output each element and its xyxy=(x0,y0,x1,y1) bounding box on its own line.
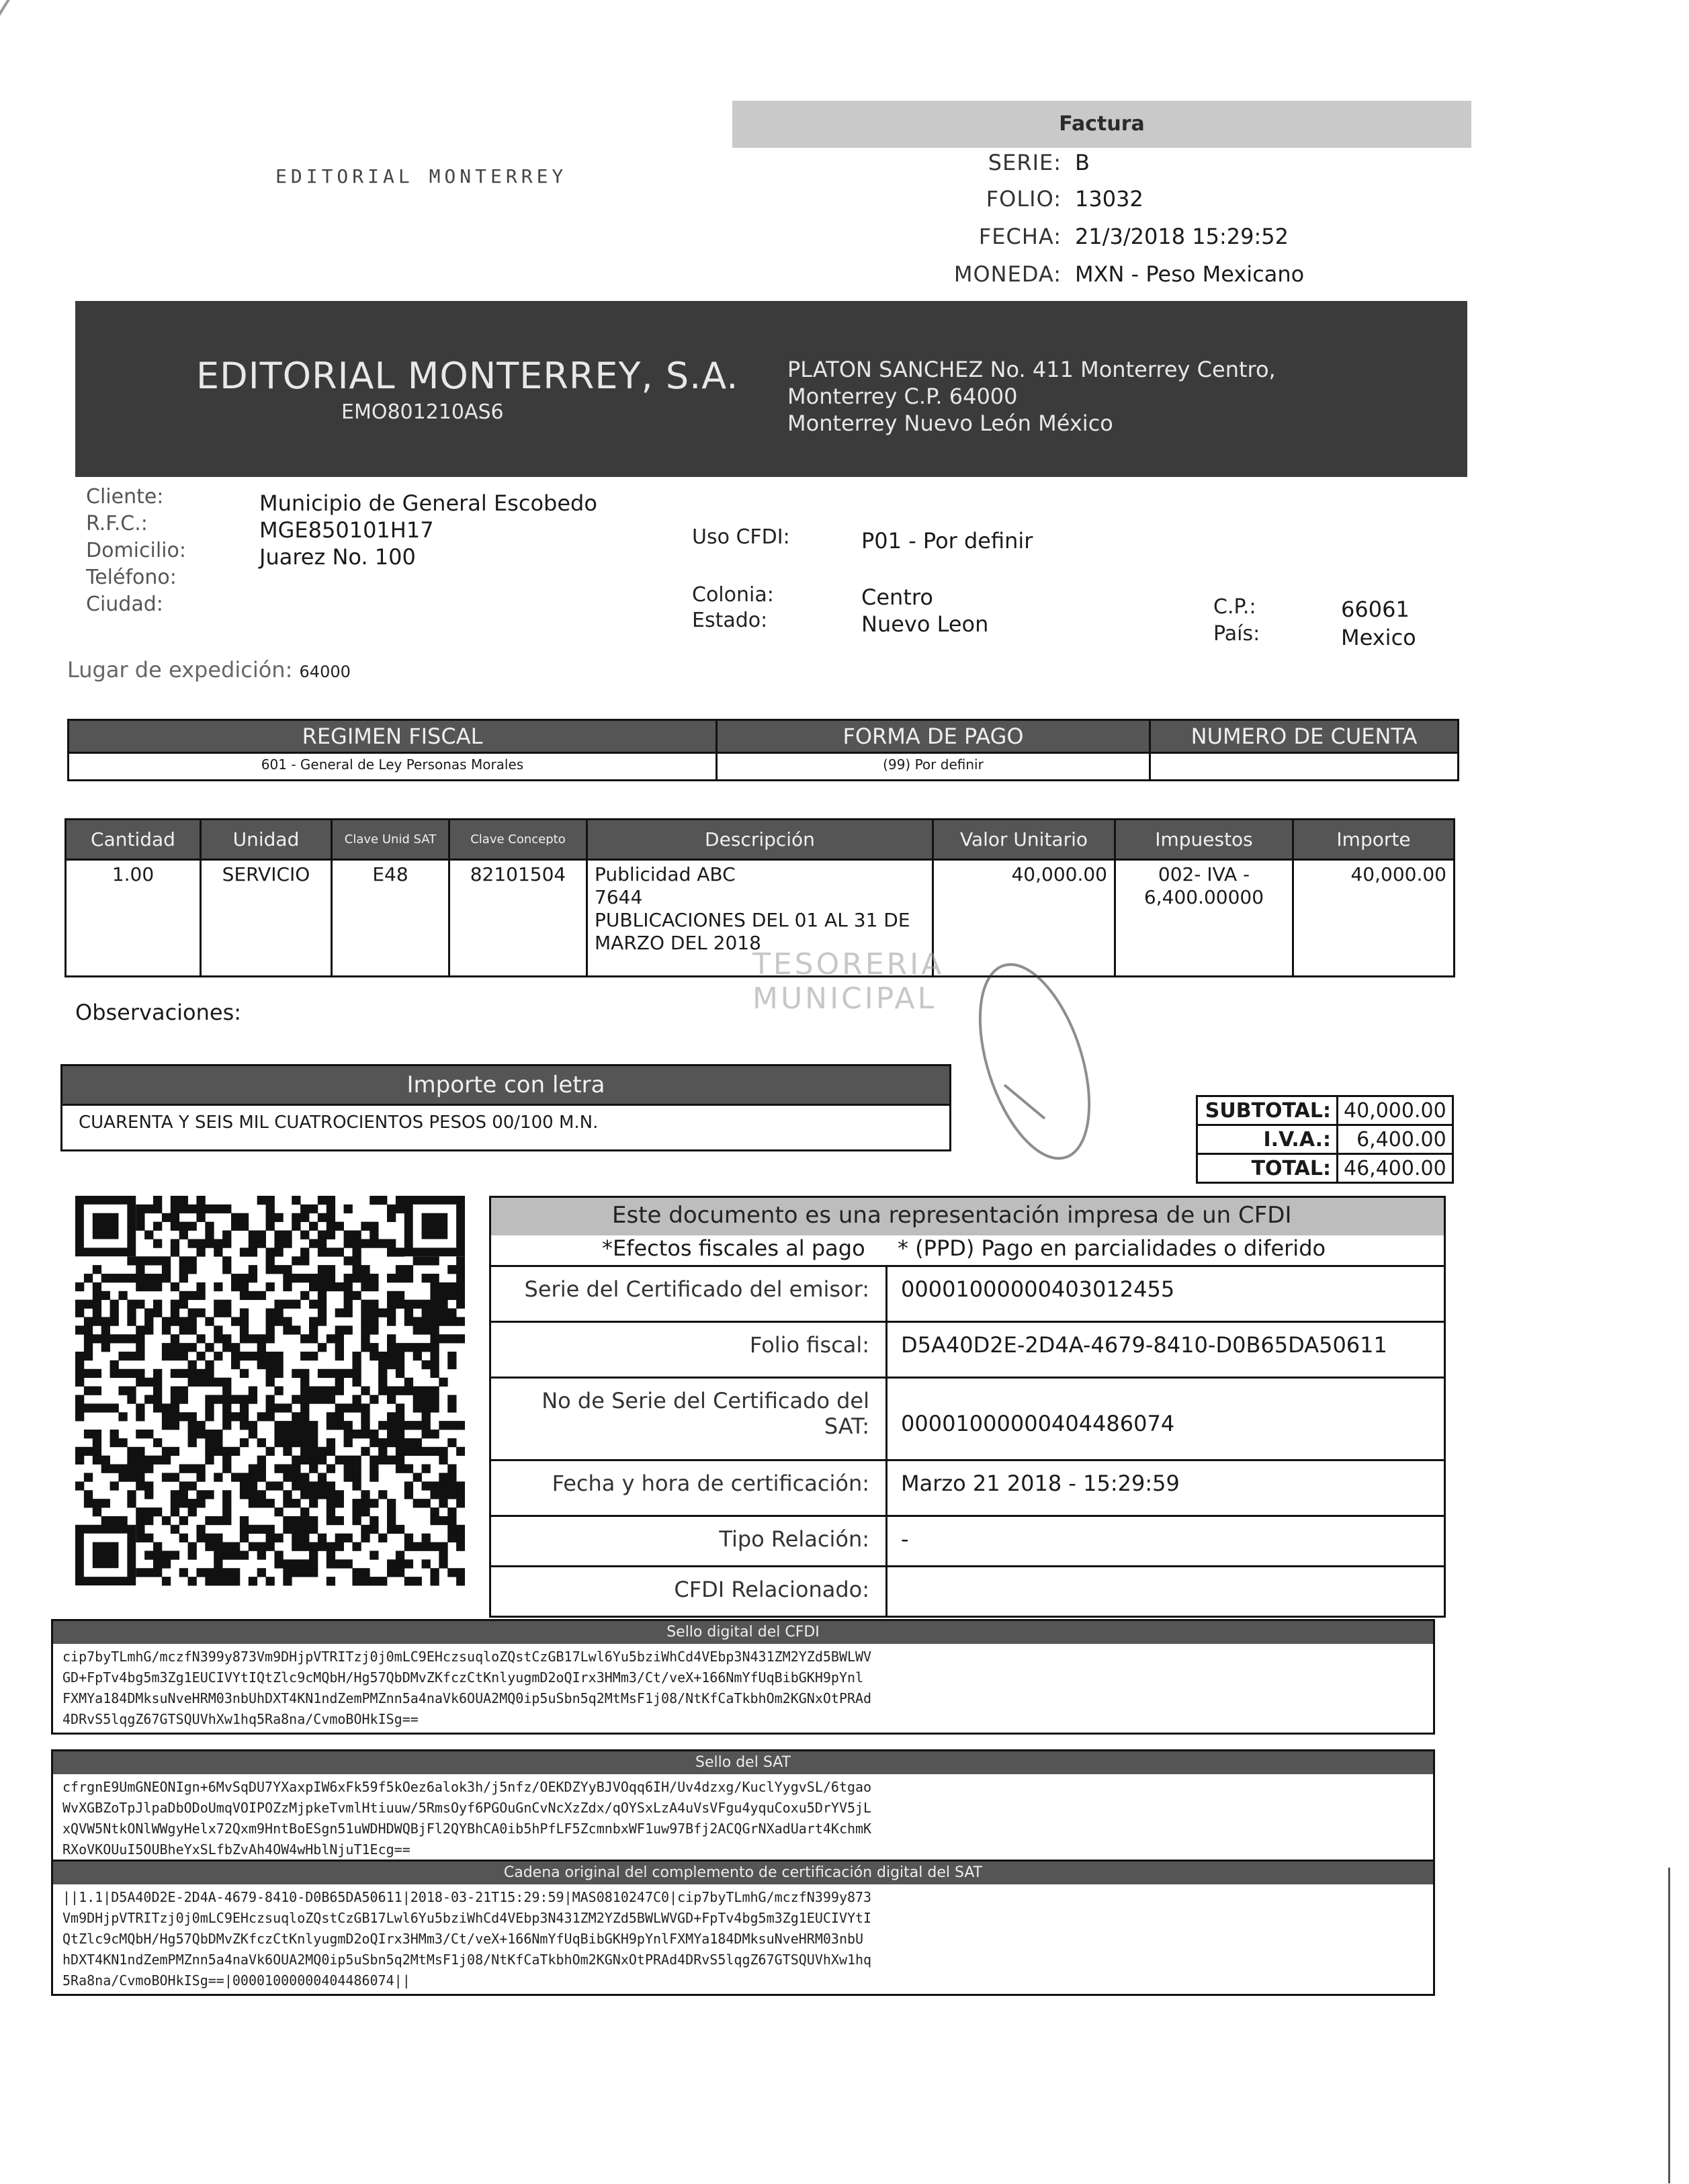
cert-value: D5A40D2E-2D4A-4679-8410-D0B65DA50611 xyxy=(901,1332,1387,1358)
cert-label: Fecha y hora de certificación: xyxy=(491,1461,887,1515)
moneda-label: MONEDA: xyxy=(953,261,1062,287)
stamp-text: TESORERIA MUNICIPAL xyxy=(752,947,945,1016)
cfdi-ppd: * (PPD) Pago en parcialidades o diferido xyxy=(898,1235,1326,1261)
client-name: Municipio de General Escobedo xyxy=(259,490,597,516)
cert-value: Marzo 21 2018 - 15:29:59 xyxy=(901,1471,1180,1496)
cert-value xyxy=(887,1567,1444,1616)
sello-line: QtZlc9cMQbH/Hg57QbDMvZKfczCtKnlyugmD2oQIrx3HMm3/Ct/veX+166NmYfUqBibGKH9pYnlFXMYa184DMksuNveHRM03nbU xyxy=(62,1931,864,1947)
regimen-table xyxy=(67,719,1459,781)
cert-label: Serie del Certificado del emisor: xyxy=(491,1267,887,1321)
iva-value: 6,400.00 xyxy=(1338,1125,1453,1154)
sello-line: cfrgnE9UmGNEONIgn+6MvSqDU7YXaxpIW6xFk59f5kOez6alok3h/j5nfz/OEKDZYyBJVOqq6IH/Uv4dzxg/KuclYygvSL/6tgao xyxy=(62,1779,872,1795)
importe-letra-title: Importe con letra xyxy=(62,1066,949,1104)
company-name: EDITORIAL MONTERREY, S.A. xyxy=(196,355,739,397)
colonia-label: Colonia: xyxy=(692,583,774,607)
doc-type-title: Factura xyxy=(732,101,1471,148)
cfdi-cert-block xyxy=(489,1196,1446,1618)
cert-row-cfdi-relacionado xyxy=(491,1565,1444,1616)
client-rfc: MGE850101H17 xyxy=(259,517,434,543)
forma-pago-header: FORMA DE PAGO xyxy=(717,720,1150,753)
sello-line: cip7byTLmhG/mczfN399y873Vm9DHjpVTRITzj0j0mLC9EHczsuqloZQstCzGB17Lwl6Yu5bziWhCd4VEbp3N431ZM2YZd5BWLWV xyxy=(62,1649,872,1665)
telefono-label: Teléfono: xyxy=(86,566,177,589)
cert-row-tipo-relacion xyxy=(491,1515,1444,1565)
descripcion-line: PUBLICACIONES DEL 01 AL 31 DE xyxy=(595,909,910,931)
row-clave-concepto: 82101504 xyxy=(449,860,587,977)
qr-code xyxy=(75,1189,465,1592)
cert-label: Tipo Relación: xyxy=(491,1517,887,1565)
regimen-header: REGIMEN FISCAL xyxy=(69,720,717,753)
descripcion-line: Publicidad ABC xyxy=(595,863,736,885)
ciudad-label: Ciudad: xyxy=(86,593,163,616)
subtotal-label: SUBTOTAL: xyxy=(1197,1096,1338,1125)
uso-cfdi-label: Uso CFDI: xyxy=(692,525,790,549)
rfc-label: R.F.C.: xyxy=(86,512,148,535)
cert-label: No de Serie del Certificado del SAT: xyxy=(491,1379,887,1459)
total-label: TOTAL: xyxy=(1197,1154,1338,1183)
cert-value: 00001000000404486074 xyxy=(901,1411,1175,1436)
sello-body xyxy=(53,1884,1433,1994)
uso-cfdi-value: P01 - Por definir xyxy=(861,528,1033,554)
sello-body xyxy=(53,1644,1433,1733)
domicilio-label: Domicilio: xyxy=(86,539,186,562)
sello-line: Vm9DHjpVTRITzj0j0mLC9EHczsuqloZQstCzGB17Lwl6Yu5bziWhCd4VEbp3N431ZM2YZd5BWLWVGD+FpTv4bg5m3Zg1EUCIVYtI xyxy=(62,1910,872,1926)
sello-body xyxy=(53,1774,1433,1863)
company-banner xyxy=(75,301,1467,477)
col-unidad: Unidad xyxy=(201,820,332,860)
row-unidad: SERVICIO xyxy=(201,860,332,977)
qr-finder-square xyxy=(93,1213,119,1239)
observaciones-label: Observaciones: xyxy=(75,1000,242,1025)
estado-label: Estado: xyxy=(692,609,768,632)
colonia-value: Centro xyxy=(861,584,933,610)
serie-label: SERIE: xyxy=(988,150,1062,175)
descripcion-line: 7644 xyxy=(595,886,643,908)
lugar-label: Lugar de expedición: xyxy=(67,657,293,683)
cadena-original-block xyxy=(51,1860,1435,1996)
folio-value: 13032 xyxy=(1075,186,1143,212)
cfdi-title: Este documento es una representación impresa de un CFDI xyxy=(612,1202,1292,1229)
sello-line: RXoVKOUuI5OUBheYxSLfbZvAh4OW4wHblNjuT1Ecg== xyxy=(62,1841,410,1858)
cert-row-serie-emisor xyxy=(491,1265,1444,1321)
cert-row-fecha-certificacion xyxy=(491,1459,1444,1515)
qr-finder-square xyxy=(422,1213,448,1239)
fecha-value: 21/3/2018 15:29:52 xyxy=(1075,224,1289,249)
cp-value: 66061 xyxy=(1341,597,1410,622)
lugar-value: 64000 xyxy=(299,662,351,681)
paper-fold-mark xyxy=(0,0,228,322)
subtotal-value: 40,000.00 xyxy=(1338,1096,1453,1125)
sello-title: Cadena original del complemento de certificación digital del SAT xyxy=(53,1862,1433,1884)
cert-row-folio-fiscal xyxy=(491,1321,1444,1377)
descripcion-line: MARZO DEL 2018 xyxy=(595,932,761,954)
numero-cuenta-value xyxy=(1150,753,1459,781)
col-impuestos: Impuestos xyxy=(1115,820,1293,860)
moneda-row xyxy=(894,255,1498,293)
sello-line: xQVW5NtkONlWWgyHelx72Qxm9HntBoESgn51uWDHDWQBjFl2QYBhCA0ib5hPfLF5ZcmnbxWF1uw97Bfj2ACQGrNXadUart4KchmK xyxy=(62,1821,872,1837)
cfdi-efectos-row xyxy=(491,1235,1444,1262)
col-clave-concepto: Clave Concepto xyxy=(449,820,587,860)
col-clave-unid: Clave Unid SAT xyxy=(332,820,449,860)
qr-finder-square xyxy=(93,1542,119,1569)
col-descripcion: Descripción xyxy=(587,820,933,860)
company-rfc: EMO801210AS6 xyxy=(341,400,504,424)
totals-table xyxy=(1196,1095,1454,1184)
company-address xyxy=(787,356,1276,437)
sello-line: WvXGBZoTpJlpaDbODoUmqVOIPOZzMjpkeTvmlHtiuuw/5RmsOyf6PGOuGnCvNcXzZdx/qOYSxLzA4uVsVFgu4yquCoxu5DrYV5jL xyxy=(62,1800,872,1816)
sello-line: GD+FpTv4bg5m3Zg1EUCIVYtIQtZlc9cMQbH/Hg57QbDMvZKfczCtKnlyugmD2oQIrx3HMm3/Ct/veX+166NmYfUqBibGKH9pYnl xyxy=(62,1669,864,1686)
moneda-value: MXN - Peso Mexicano xyxy=(1075,261,1305,287)
sello-title: Sello del SAT xyxy=(53,1751,1433,1774)
pais-value: Mexico xyxy=(1341,625,1416,650)
cp-label: C.P.: xyxy=(1213,595,1256,619)
row-impuestos xyxy=(1115,860,1293,977)
impuestos-line: 002- IVA - xyxy=(1158,863,1250,885)
cert-label: CFDI Relacionado: xyxy=(491,1567,887,1616)
cert-value: - xyxy=(901,1526,909,1552)
col-valor-unitario: Valor Unitario xyxy=(933,820,1115,860)
serie-row xyxy=(894,144,1498,181)
cfdi-efectos: *Efectos fiscales al pago xyxy=(602,1235,865,1261)
row-importe: 40,000.00 xyxy=(1293,860,1455,977)
sello-title: Sello digital del CFDI xyxy=(53,1621,1433,1644)
forma-pago-value: (99) Por definir xyxy=(717,753,1150,781)
sello-line: ||1.1|D5A40D2E-2D4A-4679-8410-D0B65DA50611|2018-03-21T15:29:59|MAS0810247C0|cip7byTLmhG/mczfN399y873 xyxy=(62,1889,872,1905)
serie-value: B xyxy=(1075,150,1090,175)
cert-row-serie-sat xyxy=(491,1377,1444,1459)
sello-cfdi-block xyxy=(51,1619,1435,1735)
col-importe: Importe xyxy=(1293,820,1455,860)
company-address-line: Monterrey Nuevo León México xyxy=(787,410,1113,436)
sello-line: 5Ra8na/CvmoBOHkISg==|00001000000404486074|| xyxy=(62,1972,410,1989)
fecha-label: FECHA: xyxy=(978,224,1062,249)
total-value: 46,400.00 xyxy=(1338,1154,1453,1183)
row-cantidad: 1.00 xyxy=(66,860,201,977)
logo-text: EDITORIAL MONTERREY xyxy=(275,165,568,187)
importe-letra-value: CUARENTA Y SEIS MIL CUATROCIENTOS PESOS 00/100 M.N. xyxy=(62,1104,949,1139)
company-address-line: PLATON SANCHEZ No. 411 Monterrey Centro, xyxy=(787,357,1276,382)
cert-value: 00001000000403012455 xyxy=(901,1276,1175,1302)
numero-cuenta-header: NUMERO DE CUENTA xyxy=(1150,720,1459,753)
fecha-row xyxy=(894,218,1498,255)
row-valor-unitario: 40,000.00 xyxy=(933,860,1115,977)
folio-row xyxy=(894,180,1498,218)
lugar-expedicion xyxy=(67,657,351,683)
impuestos-line: 6,400.00000 xyxy=(1143,886,1264,908)
cliente-label: Cliente: xyxy=(86,485,164,509)
row-clave-unid: E48 xyxy=(332,860,449,977)
pais-label: País: xyxy=(1213,622,1260,646)
estado-value: Nuevo Leon xyxy=(861,611,989,637)
regimen-value: 601 - General de Ley Personas Morales xyxy=(69,753,717,781)
iva-label: I.V.A.: xyxy=(1197,1125,1338,1154)
client-address: Juarez No. 100 xyxy=(259,544,416,570)
sello-line: 4DRvS5lqgZ67GTSQUVhXw1hq5Ra8na/CvmoBOHkISg== xyxy=(62,1711,419,1727)
importe-letra-box xyxy=(60,1064,951,1151)
scan-edge-line xyxy=(1668,1868,1670,2183)
folio-label: FOLIO: xyxy=(986,186,1062,212)
sello-line: FXMYa184DMksuNveHRM03nbUhDXT4KN1ndZemPMZnn5a4naVk6OUA2MQ0ip5uSbn5q2MtMsF1j08/NtKfCaTkbhOm2KGNxOtPRAd xyxy=(62,1690,872,1706)
company-address-line: Monterrey C.P. 64000 xyxy=(787,384,1018,409)
col-cantidad: Cantidad xyxy=(66,820,201,860)
sello-line: hDXT4KN1ndZemPMZnn5a4naVk6OUA2MQ0ip5uSbn5q2MtMsF1j08/NtKfCaTkbhOm2KGNxOtPRAd4DRvS5lqgZ67GTSQUVhXw1hq xyxy=(62,1952,872,1968)
cert-label: Folio fiscal: xyxy=(491,1323,887,1377)
sello-sat-block xyxy=(51,1749,1435,1865)
